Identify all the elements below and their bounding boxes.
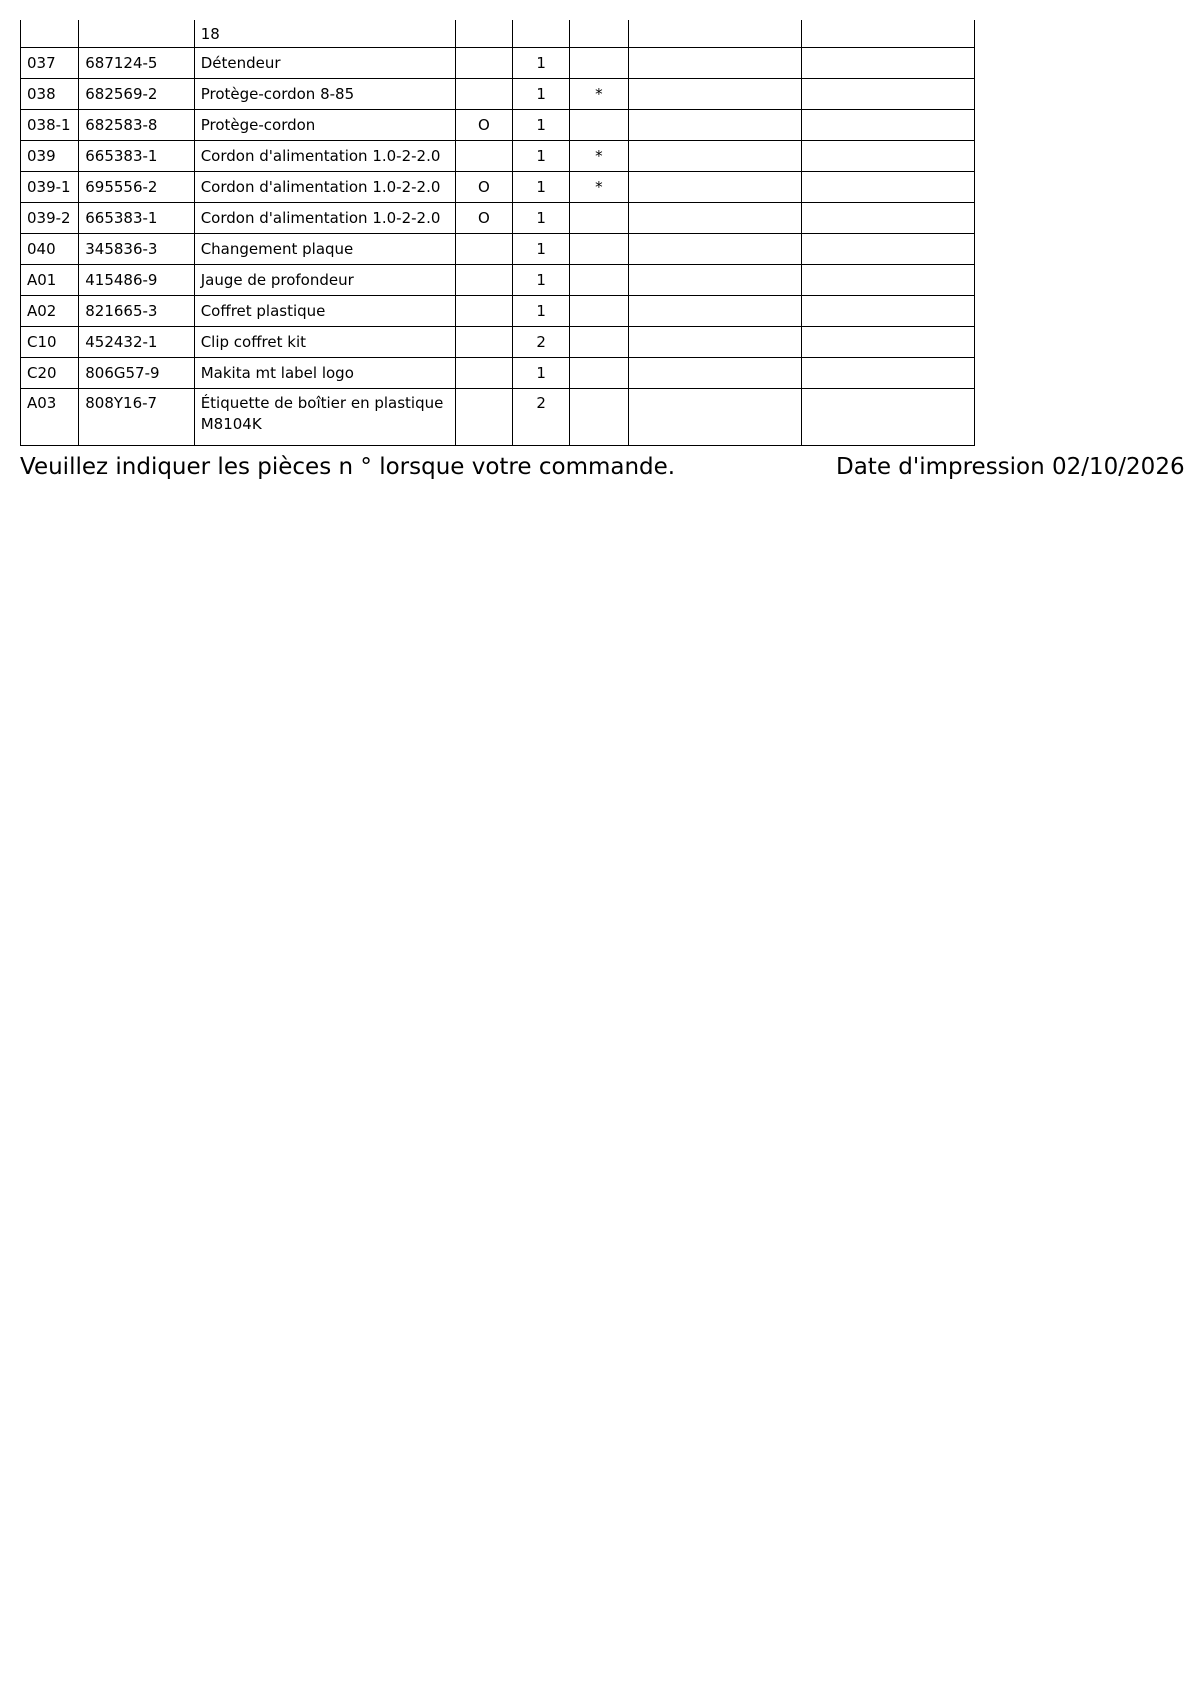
item-number-cell: 038-1 xyxy=(21,110,79,141)
option-cell xyxy=(455,48,512,79)
quantity-cell: 1 xyxy=(513,48,570,79)
note-cell xyxy=(570,20,628,48)
note-cell: * xyxy=(570,141,628,172)
part-number-cell: 695556-2 xyxy=(79,172,194,203)
quantity-cell: 1 xyxy=(513,203,570,234)
order-instruction: Veuillez indiquer les pièces n ° lorsque votre commande. xyxy=(20,454,676,480)
description-cell: Cordon d'alimentation 1.0-2-2.0 xyxy=(194,203,455,234)
option-cell xyxy=(455,20,512,48)
parts-table xyxy=(20,20,975,446)
note-cell xyxy=(570,358,628,389)
print-date: Date d'impression 02/10/2026 xyxy=(836,454,1185,480)
extra-cell-2 xyxy=(802,79,975,110)
note-cell xyxy=(570,110,628,141)
quantity-cell: 1 xyxy=(513,141,570,172)
item-number-cell: C10 xyxy=(21,327,79,358)
table-row xyxy=(21,79,975,110)
option-cell xyxy=(455,296,512,327)
description-cell: Coffret plastique xyxy=(194,296,455,327)
item-number-cell: 039-2 xyxy=(21,203,79,234)
extra-cell-1 xyxy=(628,265,802,296)
table-row xyxy=(21,358,975,389)
table-row xyxy=(21,48,975,79)
option-cell xyxy=(455,327,512,358)
note-cell xyxy=(570,234,628,265)
option-cell xyxy=(455,265,512,296)
item-number-cell: A03 xyxy=(21,389,79,446)
quantity-cell: 2 xyxy=(513,327,570,358)
item-number-cell: A01 xyxy=(21,265,79,296)
table-row xyxy=(21,20,975,48)
option-cell: O xyxy=(455,110,512,141)
extra-cell-1 xyxy=(628,141,802,172)
extra-cell-1 xyxy=(628,79,802,110)
option-cell: O xyxy=(455,172,512,203)
note-cell xyxy=(570,265,628,296)
extra-cell-2 xyxy=(802,203,975,234)
note-cell xyxy=(570,389,628,446)
extra-cell-2 xyxy=(802,110,975,141)
note-cell xyxy=(570,48,628,79)
extra-cell-1 xyxy=(628,327,802,358)
extra-cell-1 xyxy=(628,358,802,389)
note-cell: * xyxy=(570,79,628,110)
extra-cell-2 xyxy=(802,234,975,265)
description-cell: Changement plaque xyxy=(194,234,455,265)
parts-table-body xyxy=(21,20,975,446)
extra-cell-2 xyxy=(802,265,975,296)
quantity-cell: 1 xyxy=(513,234,570,265)
quantity-cell: 1 xyxy=(513,358,570,389)
part-number-cell: 808Y16-7 xyxy=(79,389,194,446)
part-number-cell: 821665-3 xyxy=(79,296,194,327)
quantity-cell: 1 xyxy=(513,110,570,141)
item-number-cell: 037 xyxy=(21,48,79,79)
part-number-cell: 665383-1 xyxy=(79,203,194,234)
extra-cell-2 xyxy=(802,389,975,446)
extra-cell-2 xyxy=(802,20,975,48)
table-row xyxy=(21,234,975,265)
table-row xyxy=(21,389,975,446)
extra-cell-1 xyxy=(628,203,802,234)
part-number-cell: 806G57-9 xyxy=(79,358,194,389)
item-number-cell: C20 xyxy=(21,358,79,389)
note-cell: * xyxy=(570,172,628,203)
note-cell xyxy=(570,203,628,234)
quantity-cell: 1 xyxy=(513,79,570,110)
quantity-cell: 1 xyxy=(513,296,570,327)
description-cell: Étiquette de boîtier en plastique M8104K xyxy=(194,389,455,446)
part-number-cell: 452432-1 xyxy=(79,327,194,358)
extra-cell-1 xyxy=(628,48,802,79)
extra-cell-1 xyxy=(628,110,802,141)
extra-cell-1 xyxy=(628,389,802,446)
part-number-cell: 665383-1 xyxy=(79,141,194,172)
description-cell: Cordon d'alimentation 1.0-2-2.0 xyxy=(194,172,455,203)
item-number-cell: A02 xyxy=(21,296,79,327)
item-number-cell: 039 xyxy=(21,141,79,172)
extra-cell-2 xyxy=(802,327,975,358)
part-number-cell: 345836-3 xyxy=(79,234,194,265)
part-number-cell: 682569-2 xyxy=(79,79,194,110)
extra-cell-1 xyxy=(628,234,802,265)
option-cell xyxy=(455,141,512,172)
extra-cell-1 xyxy=(628,20,802,48)
description-cell: Détendeur xyxy=(194,48,455,79)
table-row xyxy=(21,265,975,296)
note-cell xyxy=(570,296,628,327)
quantity-cell: 1 xyxy=(513,265,570,296)
part-number-cell: 682583-8 xyxy=(79,110,194,141)
description-cell: Makita mt label logo xyxy=(194,358,455,389)
extra-cell-2 xyxy=(802,172,975,203)
item-number-cell: 038 xyxy=(21,79,79,110)
table-row xyxy=(21,110,975,141)
extra-cell-2 xyxy=(802,48,975,79)
option-cell xyxy=(455,389,512,446)
part-number-cell: 687124-5 xyxy=(79,48,194,79)
extra-cell-1 xyxy=(628,296,802,327)
option-cell xyxy=(455,234,512,265)
part-number-cell xyxy=(79,20,194,48)
description-cell: Protège-cordon xyxy=(194,110,455,141)
part-number-cell: 415486-9 xyxy=(79,265,194,296)
table-row xyxy=(21,141,975,172)
item-number-cell: 039-1 xyxy=(21,172,79,203)
item-number-cell xyxy=(21,20,79,48)
table-row xyxy=(21,172,975,203)
note-cell xyxy=(570,327,628,358)
extra-cell-2 xyxy=(802,358,975,389)
item-number-cell: 040 xyxy=(21,234,79,265)
option-cell xyxy=(455,79,512,110)
extra-cell-2 xyxy=(802,296,975,327)
table-row xyxy=(21,296,975,327)
quantity-cell xyxy=(513,20,570,48)
quantity-cell: 2 xyxy=(513,389,570,446)
extra-cell-1 xyxy=(628,172,802,203)
description-cell: Protège-cordon 8-85 xyxy=(194,79,455,110)
table-row xyxy=(21,327,975,358)
extra-cell-2 xyxy=(802,141,975,172)
description-cell: Jauge de profondeur xyxy=(194,265,455,296)
table-row xyxy=(21,203,975,234)
quantity-cell: 1 xyxy=(513,172,570,203)
description-cell: Cordon d'alimentation 1.0-2-2.0 xyxy=(194,141,455,172)
option-cell xyxy=(455,358,512,389)
description-cell: 18 xyxy=(194,20,455,48)
description-cell: Clip coffret kit xyxy=(194,327,455,358)
option-cell: O xyxy=(455,203,512,234)
